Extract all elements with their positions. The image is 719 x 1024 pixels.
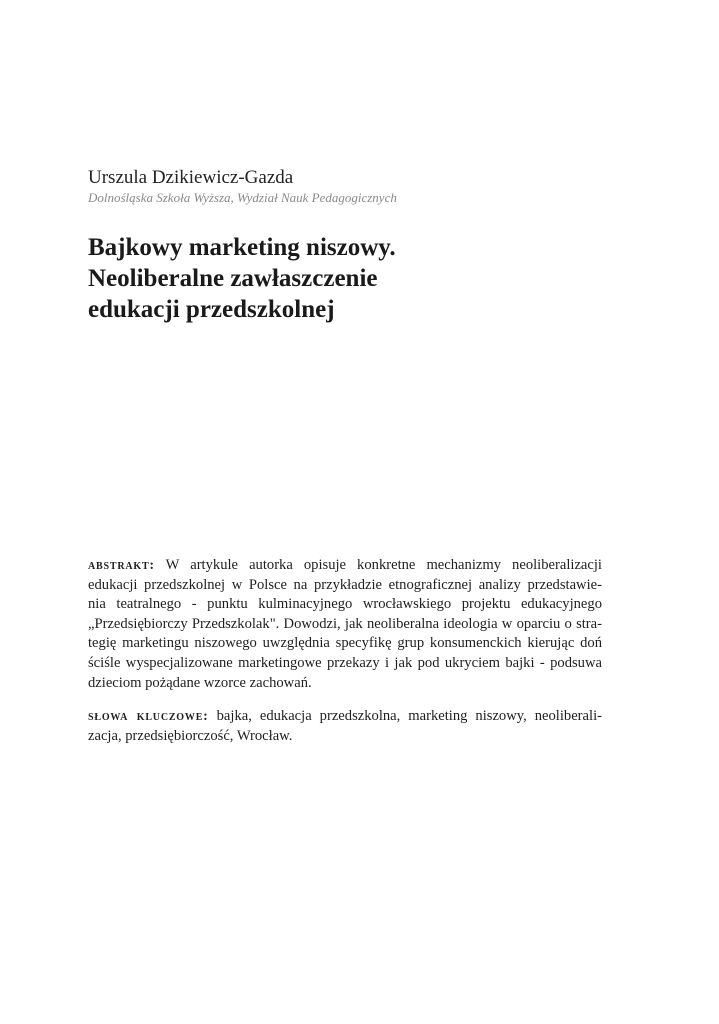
abstract-line: nia teatralnego - punktu kulminacyjnego wrocławskiego projektu edukacyjnego xyxy=(88,596,602,613)
abstract-line: dzieciom pożądane wzorce zachowań. xyxy=(88,674,312,691)
abstract-text: W artykule autorka opisuje konkretne mechanizmy neoliberalizacji xyxy=(165,557,602,573)
keywords-line xyxy=(88,707,602,727)
keywords-text: bajka, edukacja przedszkolna, marketing niszowy, neoliberali- xyxy=(216,708,602,724)
article-title xyxy=(88,232,648,325)
abstract-line: „Przedsiębiorczy Przedszkolak". Dowodzi, jak neoliberalna ideologia w oparciu o stra- xyxy=(88,615,602,632)
title-line: edukacji przedszkolnej xyxy=(88,296,335,323)
abstract-section xyxy=(88,556,602,693)
keywords-label: słowa kluczowe: xyxy=(88,709,209,724)
title-line: Neoliberalne zawłaszczenie xyxy=(88,265,378,292)
abstract-line: ściśle wyspecjalizowane marketingowe przekazy i jak pod ukryciem bajki - podsuwa xyxy=(88,654,602,671)
keywords-section xyxy=(88,707,602,746)
title-line: Bajkowy marketing niszowy. xyxy=(88,234,396,261)
author-affiliation: Dolnośląska Szkoła Wyższa, Wydział Nauk Pedagogicznych xyxy=(88,190,397,205)
author-block xyxy=(88,166,648,206)
abstract-line: edukacji przedszkolnej w Polsce na przykładzie etnograficznej analizy przedstawie- xyxy=(88,576,602,593)
keywords-line: zacja, przedsiębiorczość, Wrocław. xyxy=(88,727,293,744)
abstract-line: tegię marketingu niszowego uwzględnia specyfikę grup konsumenckich kierując doń xyxy=(88,635,602,652)
abstract-line xyxy=(88,556,602,576)
author-name: Urszula Dzikiewicz-Gazda xyxy=(88,167,294,188)
abstract-label: abstrakt: xyxy=(88,558,155,573)
